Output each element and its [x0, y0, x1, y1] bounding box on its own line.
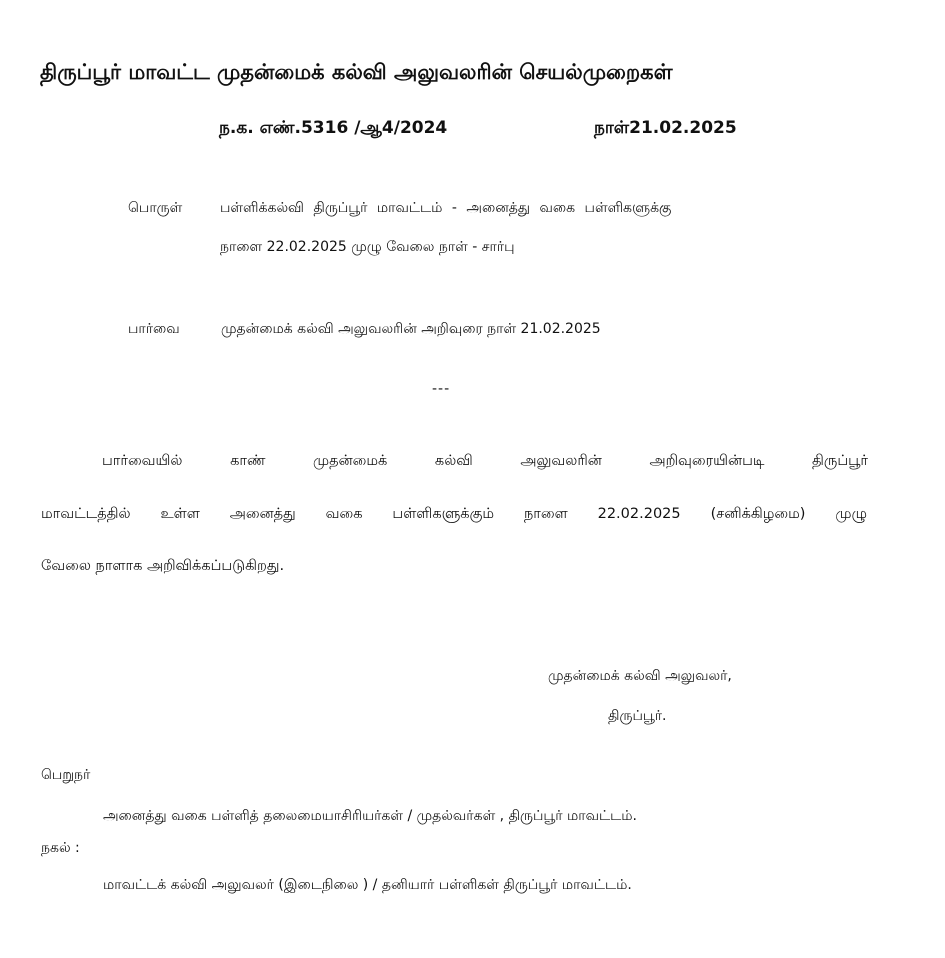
body-line-2: மாவட்டத்தில் உள்ள அனைத்து வகை பள்ளிகளுக்கும் நாளை 22.02.2025 (சனிக்கிழமை) முழு [41, 506, 867, 522]
subject-label: பொருள் [128, 200, 183, 216]
subject-line-1: பள்ளிக்கல்வி திருப்பூர் மாவட்டம் - அனைத்து வகை பள்ளிகளுக்கு [220, 200, 672, 216]
body-line-3: வேலை நாளாக அறிவிக்கப்படுகிறது. [41, 558, 285, 574]
subject-line-2: நாளை 22.02.2025 முழு வேலை நாள் - சார்பு [220, 239, 515, 255]
reference-label: பார்வை [128, 321, 180, 337]
reference-text: முதன்மைக் கல்வி அலுவலரின் அறிவுரை நாள் 21.02.2025 [221, 321, 601, 337]
signatory-title: முதன்மைக் கல்வி அலுவலர், [548, 668, 732, 684]
recipient-label: பெறுநர் [41, 767, 91, 783]
reference-number: ந.க. எண்.5316 /ஆ4/2024 [219, 118, 448, 138]
copy-label: நகல் : [41, 840, 80, 856]
document-title: திருப்பூர் மாவட்ட முதன்மைக் கல்வி அலுவலரின் செயல்முறைகள் [40, 60, 673, 84]
signatory-place: திருப்பூர். [608, 708, 667, 724]
body-line-1: பார்வையில் காண் முதன்மைக் கல்வி அலுவலரின் அறிவுரையின்படி திருப்பூர் [102, 453, 868, 469]
copy-text: மாவட்டக் கல்வி அலுவலர் (இடைநிலை ) / தனியார் பள்ளிகள் திருப்பூர் மாவட்டம். [103, 877, 632, 893]
document-date: நாள்21.02.2025 [594, 118, 737, 138]
section-divider: --- [432, 381, 451, 397]
recipient-text: அனைத்து வகை பள்ளித் தலைமையாசிரியர்கள் / முதல்வர்கள் , திருப்பூர் மாவட்டம். [103, 808, 638, 824]
